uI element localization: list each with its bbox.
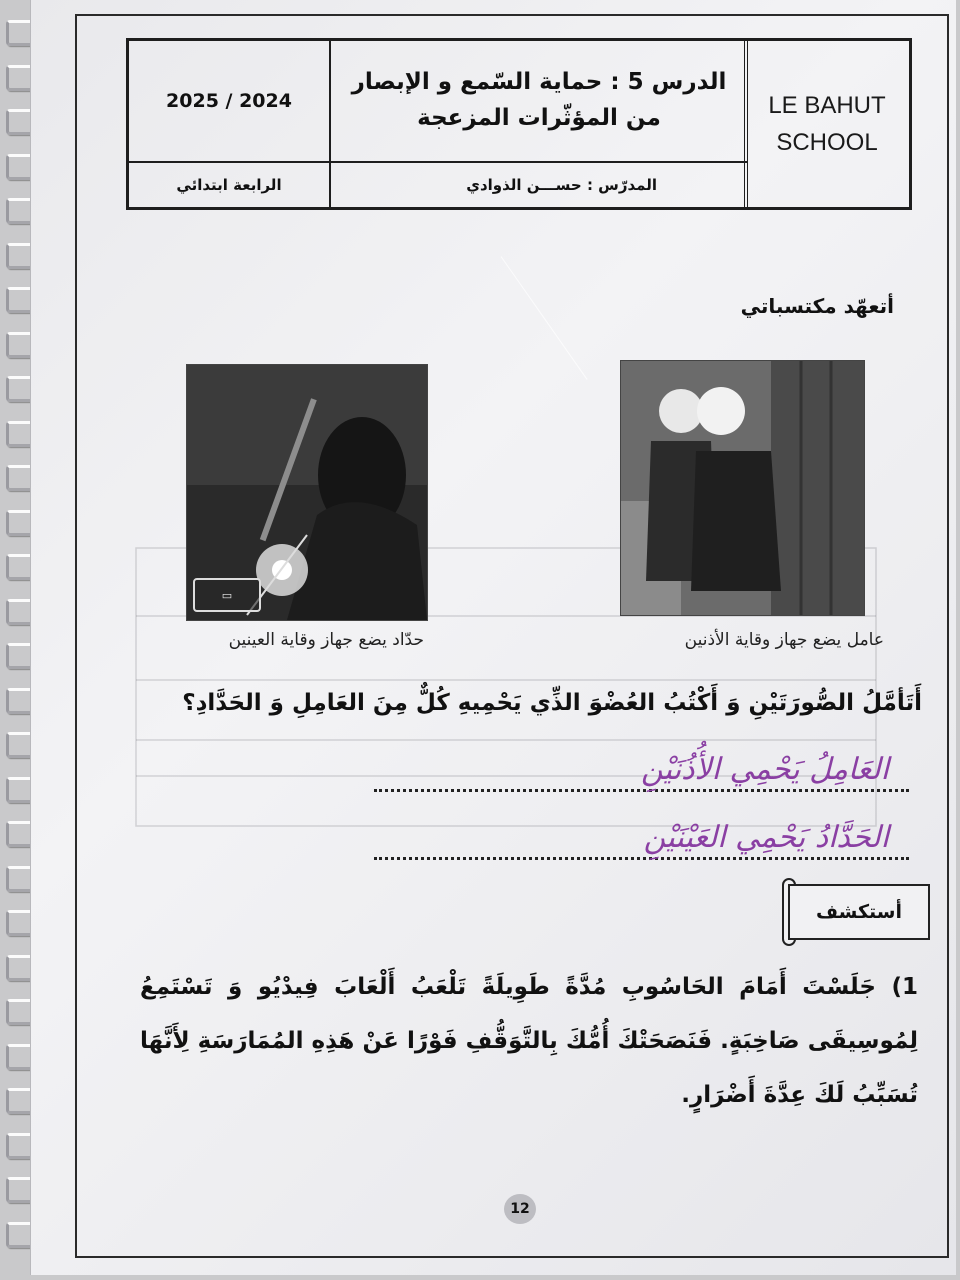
school-name-line1: LE BAHUT — [768, 91, 886, 119]
worker-caption: عامل يضع جهاز وقاية الأذنين — [684, 630, 884, 650]
school-year-cell: 2025 / 2024 — [128, 40, 330, 162]
watermark-logo: ▭ — [193, 578, 261, 612]
section-title-review: أتعهّد مكتسباتي — [740, 294, 894, 318]
workers-illustration — [621, 361, 864, 615]
handwritten-answer-1: العَامِلُ يَحْمِي الأُذُنَيْنِ — [640, 752, 889, 787]
exercise-text: 1) جَلَسْتَ أَمَامَ الحَاسُوبِ مُدَّةً طَوِيلَةً تَلْعَبُ أَلْعَابَ فِيدْيُو وَ تَسْتَمِعُ لِمُوسِيقَى صَاخِبَةٍ. فَنَصَحَتْكَ أُمُّكَ بِالتَّوَقُّفِ فَوْرًا عَنْ هَذِهِ المُمَارَسَةِ لِأَنَّهَا تُسَبِّبُ لَكَ عِدَّةَ أَضْرَارٍ. — [140, 974, 918, 1108]
welder-photo — [186, 364, 428, 621]
grade-level-cell: الرابعة ابتدائي — [128, 162, 330, 208]
answer-line-2[interactable] — [374, 810, 909, 860]
question-text: أَتَأمَّلُ الصُّورَتَيْنِ وَ أَكْتُبُ العُضْوَ الذِّي يَحْمِيهِ كُلٌّ مِنَ العَامِلِ وَ الحَدَّادِ؟ — [182, 690, 922, 716]
teacher-cell: المدرّس : حســـن الذوادي — [330, 162, 748, 208]
worker-photo — [620, 360, 865, 616]
answer-line-1[interactable] — [374, 742, 909, 792]
lesson-title-line2: من المؤثّرات المزعجة — [417, 105, 661, 131]
handwritten-answer-2: الحَدَّادُ يَحْمِي العَيْنَيْنِ — [643, 820, 889, 855]
section-title-explore: أستكشف — [788, 884, 930, 940]
page-number: 12 — [504, 1194, 536, 1224]
school-name-line2: SCHOOL — [776, 129, 878, 156]
lesson-title-line1: الدرس 5 : حماية السّمع و الإبصار — [351, 69, 727, 96]
welder-caption: حدّاد يضع جهاز وقاية العينين — [228, 630, 424, 650]
